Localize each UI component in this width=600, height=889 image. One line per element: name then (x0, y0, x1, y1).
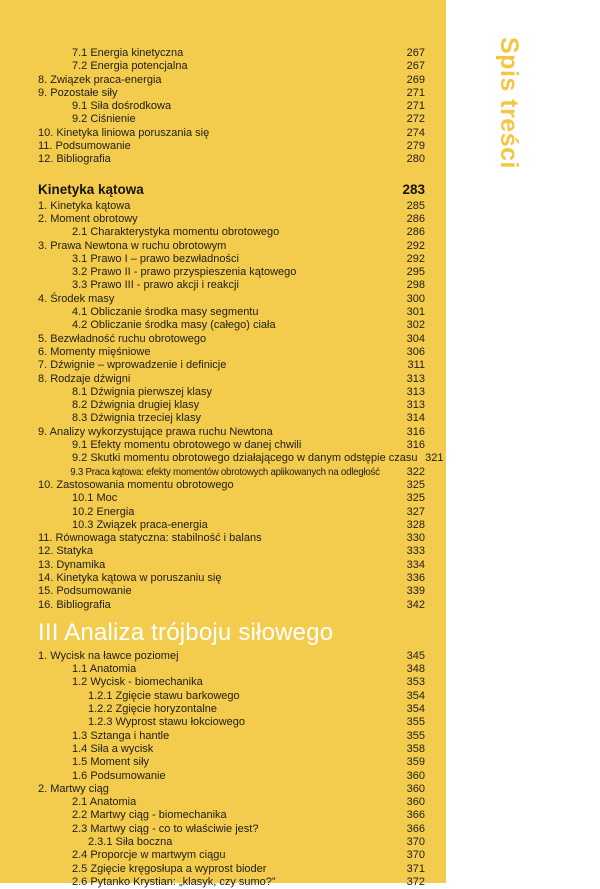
toc-entry-page-number: 328 (406, 518, 425, 531)
toc-entry-page-number: 285 (406, 199, 425, 212)
toc-entry-label: 1.2.1 Zgięcie stawu barkowego (88, 689, 240, 702)
toc-entry-page-number: 333 (406, 545, 425, 558)
toc-row (38, 599, 425, 612)
toc-row (38, 426, 425, 439)
toc-row (38, 730, 425, 743)
toc-entry-page-number: 302 (406, 319, 425, 332)
toc-row (38, 200, 425, 213)
toc-row (38, 240, 425, 253)
toc-row (38, 140, 425, 153)
toc-entry-page-number: 348 (406, 663, 425, 676)
toc-entry-page-number: 269 (406, 73, 425, 86)
toc-entry-page-number: 272 (406, 113, 425, 126)
toc-entry-label: 3.3 Prawo III - prawo akcji i reakcji (72, 279, 239, 292)
toc-entry-label: 9.2 Ciśnienie (72, 113, 136, 126)
toc-row (38, 716, 425, 729)
toc-row (38, 532, 425, 545)
toc-entry-page-number: 334 (406, 558, 425, 571)
toc-entry-page-number: 359 (406, 756, 425, 769)
toc-entry-page-number: 306 (406, 345, 425, 358)
toc-row (38, 213, 425, 226)
toc-entry-page-number: 325 (406, 478, 425, 491)
toc-chapter-header (38, 181, 425, 198)
toc-entry-page-number: 325 (406, 492, 425, 505)
toc-entry-label: 10. Kinetyka liniowa poruszania się (38, 126, 210, 139)
toc-entry-label: 10.3 Związek praca-energia (72, 518, 208, 531)
toc-entry-label: 15. Podsumowanie (38, 585, 132, 598)
toc-entry-page-number: 279 (406, 140, 425, 153)
toc-entry-label: 8. Związek praca-energia (38, 73, 162, 86)
toc-entry-label: 9. Pozostałe siły (38, 86, 118, 99)
toc-entry-label: 11. Podsumowanie (38, 140, 131, 153)
toc-row (38, 545, 425, 558)
toc-entry-label: 3.1 Prawo I – prawo bezwładności (72, 252, 239, 265)
toc-entry-page-number: 313 (406, 399, 425, 412)
toc-entry-label: 1.1 Anatomia (72, 663, 137, 676)
toc-entry-page-number: 304 (406, 332, 425, 345)
toc-entry-page-number: 370 (406, 836, 425, 849)
toc-row (38, 506, 425, 519)
toc-row (38, 253, 425, 266)
toc-entry-label: 2.3 Martwy ciąg - co to właściwie jest? (72, 822, 259, 835)
toc-entry-page-number: 360 (406, 769, 425, 782)
toc-row (38, 519, 425, 532)
toc-entry-page-number: 271 (406, 86, 425, 99)
toc-part-header: III Analiza trójboju siłowego (38, 618, 334, 646)
toc-entry-page-number: 311 (407, 359, 425, 372)
table-of-contents (38, 47, 444, 889)
toc-entry-label: 8.1 Dźwignia pierwszej klasy (72, 385, 212, 398)
toc-entry-page-number: 313 (406, 385, 425, 398)
toc-row (38, 439, 425, 452)
toc-entry-label: 10. Zastosowania momentu obrotowego (38, 478, 234, 491)
toc-entry-page-number: 286 (406, 212, 425, 225)
toc-entry-label: 2.2 Martwy ciąg - biomechanika (72, 809, 227, 822)
toc-entry-page-number: 292 (406, 239, 425, 252)
toc-row (38, 266, 425, 279)
toc-row (38, 756, 425, 769)
toc-chapter-title: Kinetyka kątowa (38, 181, 144, 197)
toc-entry-page-number: 267 (406, 60, 425, 73)
toc-row (38, 412, 425, 425)
toc-row (38, 466, 425, 479)
toc-entry-page-number: 370 (406, 849, 425, 862)
toc-row (38, 572, 425, 585)
toc-entry-label: 3. Prawa Newtona w ruchu obrotowym (38, 239, 227, 252)
toc-row (38, 559, 425, 572)
toc-entry-label: 9.1 Efekty momentu obrotowego w danej chwili (72, 439, 302, 452)
toc-entry-page-number: 316 (406, 425, 425, 438)
toc-entry-page-number: 267 (406, 47, 425, 59)
toc-row (38, 127, 425, 140)
toc-entry-page-number: 292 (406, 252, 425, 265)
toc-entry-page-number: 301 (406, 306, 425, 319)
toc-entry-label: 10.2 Energia (72, 505, 135, 518)
toc-row (38, 783, 425, 796)
toc-entry-page-number: 316 (406, 439, 425, 452)
toc-row (38, 333, 425, 346)
toc-entry-label: 2.4 Proporcje w martwym ciągu (72, 849, 226, 862)
toc-row (38, 100, 425, 113)
toc-row (38, 386, 425, 399)
toc-entry-page-number: 342 (406, 598, 425, 611)
toc-row (38, 226, 425, 239)
toc-entry-label: 11. Równowaga statyczna: stabilność i balans (38, 532, 262, 545)
toc-row (38, 823, 425, 836)
toc-row (38, 452, 444, 465)
toc-entry-page-number: 313 (406, 372, 425, 385)
toc-row (38, 743, 425, 756)
toc-row (38, 279, 425, 292)
toc-entry-label: 10.1 Moc (72, 492, 118, 505)
toc-entry-label: 1. Wycisk na ławce poziomej (38, 649, 179, 662)
toc-entry-page-number: 360 (406, 782, 425, 795)
toc-entry-page-number: 358 (406, 742, 425, 755)
toc-row (38, 585, 425, 598)
toc-entry-page-number: 274 (406, 126, 425, 139)
toc-entry-page-number: 298 (406, 279, 425, 292)
toc-row (38, 690, 425, 703)
toc-entry-label: 12. Bibliografia (38, 153, 111, 166)
toc-entry-page-number: 354 (406, 689, 425, 702)
toc-row (38, 650, 425, 663)
toc-entry-label: 12. Statyka (38, 545, 94, 558)
toc-entry-page-number: 286 (406, 226, 425, 239)
toc-row (38, 479, 425, 492)
toc-entry-label: 9.1 Siła dośrodkowa (72, 100, 172, 113)
toc-row (38, 346, 425, 359)
toc-entry-label: 4.1 Obliczanie środka masy segmentu (72, 306, 259, 319)
toc-entry-page-number: 360 (406, 796, 425, 809)
toc-entry-page-number: 280 (406, 153, 425, 166)
toc-entry-page-number: 353 (406, 676, 425, 689)
toc-entry-label: 2. Moment obrotowy (38, 212, 138, 225)
toc-entry-label: 1.5 Moment siły (72, 756, 150, 769)
toc-entry-page-number: 372 (406, 875, 425, 888)
toc-entry-label: 3.2 Prawo II - prawo przyspieszenia kątowego (72, 266, 297, 279)
toc-entry-page-number: 314 (406, 412, 425, 425)
toc-row (38, 796, 425, 809)
toc-entry-label: 4. Środek masy (38, 292, 115, 305)
toc-entry-page-number: 300 (406, 292, 425, 305)
toc-row (38, 809, 425, 822)
toc-row (38, 359, 425, 372)
toc-entry-page-number: 327 (406, 505, 425, 518)
toc-entry-page-number: 366 (406, 822, 425, 835)
toc-entry-page-number: 371 (406, 862, 425, 875)
toc-entry-page-number: 322 (406, 465, 425, 478)
toc-entry-page-number: 339 (406, 585, 425, 598)
toc-row (38, 293, 425, 306)
toc-entry-label: 1.6 Podsumowanie (72, 769, 166, 782)
toc-row (38, 87, 425, 100)
toc-entry-page-number: 330 (406, 532, 425, 545)
toc-row (38, 836, 425, 849)
toc-entry-label: 1.4 Siła a wycisk (72, 742, 154, 755)
toc-row (38, 863, 425, 876)
toc-entry-page-number: 321 (425, 452, 444, 465)
toc-entry-label: 1.2.2 Zgięcie horyzontalne (88, 703, 218, 716)
toc-row (38, 663, 425, 676)
toc-row (38, 319, 425, 332)
toc-entry-label: 6. Momenty mięśniowe (38, 345, 151, 358)
toc-entry-label: 8.3 Dźwignia trzeciej klasy (72, 412, 201, 425)
toc-row (38, 849, 425, 862)
toc-row (38, 676, 425, 689)
toc-entry-label: 4.2 Obliczanie środka masy (całego) ciała (72, 319, 276, 332)
toc-row (38, 60, 425, 73)
toc-entry-label: 2. Martwy ciąg (38, 782, 109, 795)
toc-row (38, 373, 425, 386)
toc-entry-label: 1.3 Sztanga i hantle (72, 729, 170, 742)
toc-entry-label: 1. Kinetyka kątowa (38, 199, 131, 212)
toc-entry-label: 7. Dźwignie – wprowadzenie i definicje (38, 359, 227, 372)
toc-entry-page-number: 354 (406, 703, 425, 716)
toc-chapter-page-number: 283 (402, 181, 425, 197)
toc-row (38, 876, 425, 889)
toc-row (38, 47, 425, 60)
toc-row (38, 74, 425, 87)
toc-entry-label: 2.1 Charakterystyka momentu obrotowego (72, 226, 280, 239)
toc-entry-label: 8.2 Dźwignia drugiej klasy (72, 399, 200, 412)
toc-entry-label: 5. Bezwładność ruchu obrotowego (38, 332, 207, 345)
toc-entry-label: 13. Dynamika (38, 558, 106, 571)
toc-entry-label: 7.1 Energia kinetyczna (72, 47, 184, 59)
toc-entry-page-number: 355 (406, 716, 425, 729)
toc-entry-label: 1.2.3 Wyprost stawu łokciowego (88, 716, 246, 729)
toc-entry-label: 2.3.1 Siła boczna (88, 836, 173, 849)
toc-row (38, 703, 425, 716)
toc-entry-label: 2.5 Zgięcie kręgosłupa a wyprost bioder (72, 862, 267, 875)
toc-entry-label: 8. Rodzaje dźwigni (38, 372, 131, 385)
page-right-margin (446, 0, 600, 883)
toc-row (38, 153, 425, 166)
toc-entry-label: 2.6 Pytanko Krystian: „klasyk, czy sumo?” (72, 875, 276, 888)
toc-entry-label: 9.3 Praca kątowa: efekty momentów obrotowych aplikowanych na odległość (70, 466, 380, 478)
toc-entry-label: 14. Kinetyka kątowa w poruszaniu się (38, 571, 222, 584)
toc-entry-label: 7.2 Energia potencjalna (72, 60, 188, 73)
toc-entry-page-number: 295 (406, 266, 425, 279)
toc-row (38, 113, 425, 126)
toc-entry-page-number: 271 (406, 100, 425, 113)
toc-entry-label: 9. Analizy wykorzystujące prawa ruchu Newtona (38, 425, 273, 438)
toc-entry-page-number: 355 (406, 729, 425, 742)
toc-entry-label: 16. Bibliografia (38, 598, 111, 611)
toc-row (38, 492, 425, 505)
toc-entry-label: 2.1 Anatomia (72, 796, 137, 809)
toc-row (38, 770, 425, 783)
toc-entry-label: 1.2 Wycisk - biomechanika (72, 676, 203, 689)
toc-entry-page-number: 336 (406, 571, 425, 584)
toc-entry-page-number: 366 (406, 809, 425, 822)
page-title: Spis treści (495, 37, 523, 169)
toc-row (38, 306, 425, 319)
toc-row (38, 399, 425, 412)
toc-entry-label: 9.2 Skutki momentu obrotowego działającego w danym odstępie czasu (72, 452, 418, 465)
toc-entry-page-number: 345 (406, 649, 425, 662)
